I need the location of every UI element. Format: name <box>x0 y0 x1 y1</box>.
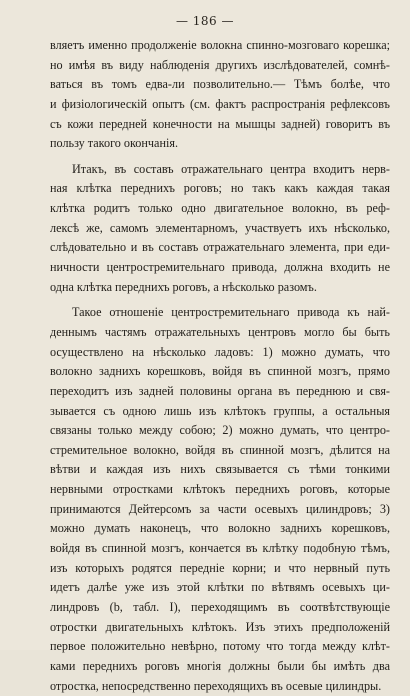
text-line: пользу такого окончанія. <box>50 134 390 154</box>
page-number: — 186 — <box>0 14 410 28</box>
text-line: отростки двигательныхъ клѣтокъ. Изъ этихъ предположеній <box>50 618 390 638</box>
text-line: волокно заднихъ корешковъ, войдя въ спинной мозгъ, прямо <box>50 362 390 382</box>
paragraph-1 <box>50 36 390 154</box>
body-text <box>50 36 390 696</box>
text-line: первое положительно невѣрно, потому что тогда между клѣт- <box>50 637 390 657</box>
text-line: можно думать наконецъ, что волокно заднихъ корешковъ, <box>50 519 390 539</box>
text-line: войдя въ спинной мозгъ, кончается въ клѣтку подобную тѣмъ, <box>50 539 390 559</box>
text-line: лексѣ же, самомъ элементарномъ, участвуетъ ихъ нѣсколько, <box>50 219 390 239</box>
text-line: линдровъ (b, табл. I), переходящимъ въ соотвѣтствующіе <box>50 598 390 618</box>
text-line: ная клѣтка переднихъ роговъ; но такъ какъ каждая такая <box>50 179 390 199</box>
text-line: Итакъ, въ составъ отражательнаго центра входитъ нерв- <box>50 160 390 180</box>
text-line: деннымъ частямъ отражательныхъ центровъ могло бы быть <box>50 323 390 343</box>
text-line: идетъ далѣе уже изъ этой клѣтки по вѣтвямъ осевыхъ ци- <box>50 578 390 598</box>
text-line: слѣдовательно и въ составъ отражательнаго элемента, при еди- <box>50 238 390 258</box>
text-line: зывается съ одною лишь изъ клѣтокъ группы, а остальныя <box>50 402 390 422</box>
text-line: нервными отростками клѣтокъ переднихъ роговъ, которые <box>50 480 390 500</box>
text-line: стремительное волокно, войдя въ спинной мозгъ, дѣлится на <box>50 441 390 461</box>
text-line: и физіологическій опытъ (см. фактъ распространія рефлексовъ <box>50 95 390 115</box>
text-line: одна клѣтка переднихъ роговъ, а нѣсколько разомъ. <box>50 278 390 298</box>
text-line: ками переднихъ роговъ многія должны были бы имѣть два <box>50 657 390 677</box>
text-line: переходитъ изъ задней половины органа въ переднюю и свя- <box>50 382 390 402</box>
text-line: связаны только между собою; 2) можно думать, что центро- <box>50 421 390 441</box>
text-line: вляетъ именно продолженіе волокна спинно-мозговаго корешка; <box>50 36 390 56</box>
paragraph-3 <box>50 303 390 696</box>
text-line: Такое отношеніе центростремительнаго привода къ най- <box>50 303 390 323</box>
text-line: съ кожи передней конечности на мышцы задней) говоритъ въ <box>50 115 390 135</box>
text-line: принимаются Дейтерсомъ за части осевыхъ цилиндровъ; 3) <box>50 500 390 520</box>
text-line: вѣтви и каждая изъ нихъ связывается съ тѣми тонкими <box>50 460 390 480</box>
text-line: отростка, непосредственно переходящихъ въ осевые цилиндры. <box>50 677 390 696</box>
text-line: ваться въ томъ едва-ли позволительно.— Тѣмъ болѣе, что <box>50 75 390 95</box>
text-line: осуществлено на нѣсколько ладовъ: 1) можно думать, что <box>50 343 390 363</box>
text-line: ничности центростремительнаго привода, должна входить не <box>50 258 390 278</box>
text-line: но имѣя въ виду наблюденія другихъ изслѣдователей, сомнѣ- <box>50 56 390 76</box>
text-line: клѣтка родитъ только одно двигательное волокно, въ реф- <box>50 199 390 219</box>
paragraph-2 <box>50 160 390 297</box>
text-line: изъ которыхъ родятся передніе корни; и что нервный путь <box>50 559 390 579</box>
